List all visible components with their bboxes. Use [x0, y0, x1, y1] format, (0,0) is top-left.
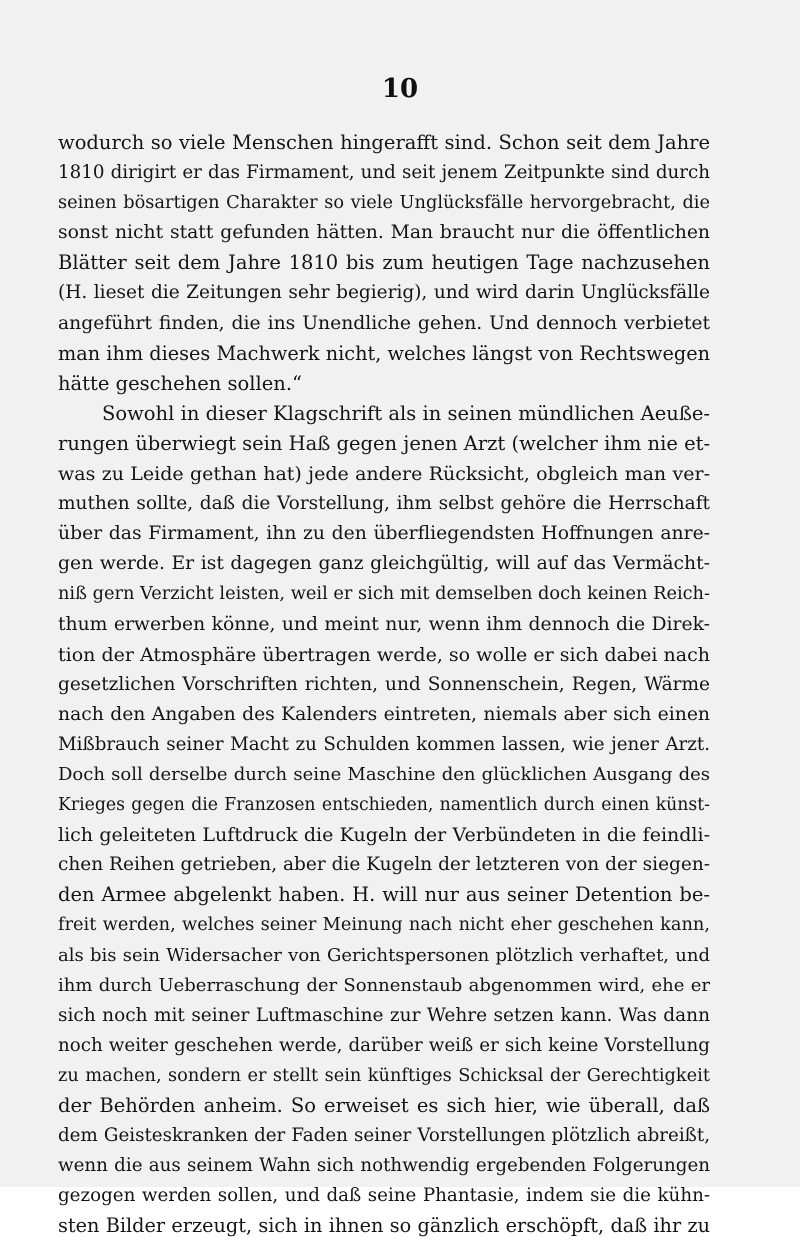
- text-line: niß gern Verzicht leisten, weil er sich mit demselben doch keinen Reich-: [58, 584, 710, 605]
- page-number: 10: [381, 74, 419, 104]
- text-line: Mißbrauch seiner Macht zu Schulden kommen lassen, wie jener Arzt.: [58, 733, 710, 755]
- text-line: gen werde. Er ist dagegen ganz gleichgültig, will auf das Vermächt-: [58, 553, 710, 575]
- text-line: als bis sein Widersacher von Gerichtspersonen plötzlich verhaftet, und: [58, 944, 710, 966]
- text-line: lich geleiteten Luftdruck die Kugeln der Verbündeten in die feindli-: [58, 824, 710, 847]
- text-line: nach den Angaben des Kalenders eintreten, niemals aber sich einen: [58, 703, 710, 725]
- text-line: sonst nicht statt gefunden hätten. Man braucht nur die öffentlichen: [58, 222, 710, 244]
- text-line: Krieges gegen die Franzosen entschieden, namentlich durch einen künst-: [58, 795, 710, 816]
- text-line: rungen überwiegt sein Haß gegen jenen Arzt (welcher ihm nie et-: [58, 431, 711, 455]
- text-line: Doch soll derselbe durch seine Maschine den glücklichen Ausgang des: [58, 763, 710, 785]
- text-line: sten Bilder erzeugt, sich in ihnen so gänzlich erschöpft, daß ihr zu: [58, 1214, 710, 1238]
- text-line: den Armee abgelenkt haben. H. will nur aus seiner Detention be-: [58, 883, 710, 907]
- text-line: chen Reihen getrieben, aber die Kugeln der letzteren von der siegen-: [58, 854, 710, 876]
- text-line: sich noch mit seiner Luftmaschine zur Wehre setzen kann. Was dann: [58, 1004, 710, 1026]
- text-line: gezogen werden sollen, und daß seine Phantasie, indem sie die kühn-: [58, 1185, 710, 1207]
- text-line: seinen bösartigen Charakter so viele Unglücksfälle hervorgebracht, die: [58, 193, 710, 214]
- text-line: thum erwerben könne, und meint nur, wenn ihm dennoch die Direk-: [58, 613, 710, 635]
- text-line-paragraph-end: hätte geschehen sollen.“: [58, 371, 302, 395]
- text-line: über das Firmament, ihn zu den überfliegendsten Hoffnungen anre-: [58, 523, 710, 545]
- text-line: ihm durch Ueberraschung der Sonnenstaub abgenommen wird, ehe er: [58, 974, 710, 996]
- text-line: man ihm dieses Machwerk nicht, welches längst von Rechtswegen: [58, 341, 710, 365]
- body-text: [58, 128, 710, 1241]
- text-line: (H. lieset die Zeitungen sehr begierig), und wird darin Unglücksfälle: [58, 282, 710, 304]
- text-line: der Behörden anheim. So erweiset es sich hier, wie überall, daß: [58, 1094, 710, 1117]
- text-line: gesetzlichen Vorschriften richten, und Sonnenschein, Regen, Wärme: [58, 673, 710, 695]
- text-line: muthen sollte, daß die Vorstellung, ihm selbst gehöre die Herrschaft: [58, 493, 710, 515]
- text-line: angeführt finden, die ins Unendliche gehen. Und dennoch verbietet: [58, 312, 710, 334]
- text-line: Blätter seit dem Jahre 1810 bis zum heutigen Tage nachzusehen: [58, 251, 710, 275]
- text-line: dem Geisteskranken der Faden seiner Vorstellungen plötzlich abreißt,: [58, 1125, 710, 1147]
- text-line: wodurch so viele Menschen hingerafft sind. Schon seit dem Jahre: [58, 131, 710, 154]
- text-line: was zu Leide gethan hat) jede andere Rücksicht, obgleich man ver-: [58, 463, 710, 486]
- text-line: wenn die aus seinem Wahn sich nothwendig ergebenden Folgerungen: [58, 1155, 710, 1177]
- text-line: tion der Atmosphäre übertragen werde, so wolle er sich dabei nach: [58, 643, 710, 666]
- text-line: zu machen, sondern er stellt sein künftiges Schicksal der Gerechtigkeit: [58, 1065, 710, 1086]
- text-line: freit werden, welches seiner Meinung nach nicht eher geschehen kann,: [58, 915, 710, 936]
- text-line: 1810 dirigirt er das Firmament, und seit jenem Zeitpunkte sind durch: [58, 162, 710, 184]
- text-line-paragraph-start: Sowohl in dieser Klagschrift als in seinen mündlichen Aeuße-: [102, 401, 710, 425]
- text-line: noch weiter geschehen werde, darüber weiß er sich keine Vorstellung: [58, 1034, 710, 1056]
